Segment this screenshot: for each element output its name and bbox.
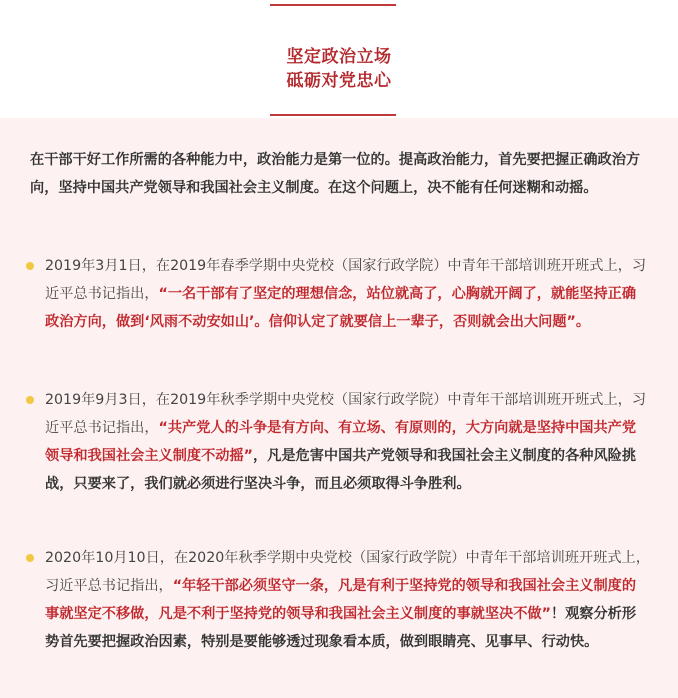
item-after: ，凡是危害中国共产党领导和我国社会主义制度的各种风险挑战，只要来了，我们就必须进行坚决斗争，而且必须取得斗争胜利。 [45,448,637,492]
article-body [0,118,678,698]
list-item [30,386,650,498]
list-item-text [30,544,650,656]
title-line-1: 坚定政治立场 [286,47,392,67]
item-lead: 2019年9月3日，在2019年秋季学期中央党校（国家行政学院）中青年干部培训班开班式上，习近平总书记指出， [45,392,647,436]
item-lead: 2020年10月10日，在2020年秋季学期中央党校（国家行政学院）中青年干部培训班开班式上，习近平总书记指出， [45,550,650,594]
list-item [30,252,650,336]
intro-paragraph: 在干部干好工作所需的各种能力中，政治能力是第一位的。提高政治能力，首先要把握正确政治方向，坚持中国共产党领导和我国社会主义制度。在这个问题上，决不能有任何迷糊和动摇。 [30,152,641,196]
bullet-dot-icon [26,554,34,562]
item-quote: “年轻干部必须坚守一条，凡是有利于坚持党的领导和我国社会主义制度的事就坚定不移做，凡是不利于坚持党的领导和我国社会主义制度的事就坚决不做” [45,578,637,622]
item-quote: “一名干部有了坚定的理想信念，站位就高了，心胸就开阔了，就能坚持正确政治方向，做到‘风雨不动安如山’。信仰认定了就要信上一辈子，否则就会出大问题”。 [45,286,637,330]
item-quote: “共产党人的斗争是有方向、有立场、有原则的，大方向就是坚持中国共产党领导和我国社会主义制度不动摇” [45,420,637,464]
bullet-dot-icon [26,396,34,404]
header-top-rule [270,4,396,6]
article-header [0,0,678,118]
list-item [30,544,650,656]
list-item-text [30,386,650,498]
title-line-2: 砥砺对党忠心 [286,71,392,91]
header-bottom-rule [270,114,396,116]
bullet-dot-icon [26,262,34,270]
item-lead: 2019年3月1日，在2019年春季学期中央党校（国家行政学院）中青年干部培训班开班式上，习近平总书记指出， [45,258,647,302]
list-item-text [30,252,650,336]
item-after: ！观察分析形势首先要把握政治因素，特别是要能够透过现象看本质，做到眼睛亮、见事早、行动快。 [45,606,637,650]
